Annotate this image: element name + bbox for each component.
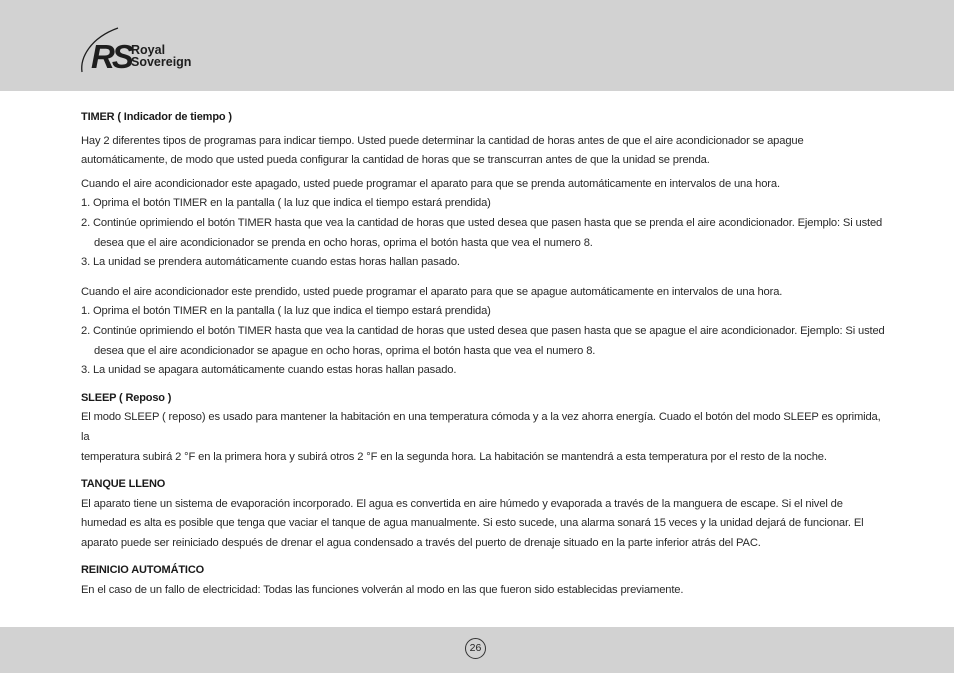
page-header bbox=[0, 0, 954, 91]
timer-on-step: 1. Oprima el botón TIMER en la pantalla ( la luz que indica el tiempo estará prendida) bbox=[81, 305, 491, 318]
page-footer bbox=[0, 627, 954, 673]
timer-off-step: 1. Oprima el botón TIMER en la pantalla ( la luz que indica el tiempo estará prendida) bbox=[81, 197, 491, 210]
logo-wordmark-line2: Sovereign bbox=[131, 55, 192, 69]
timer-off-intro: Cuando el aire acondicionador este apagado, usted puede programar el aparato para que se prenda automáticamente en intervalos de una hora. bbox=[81, 177, 780, 190]
manual-content bbox=[81, 108, 887, 601]
page-number: 26 bbox=[465, 638, 486, 659]
timer-heading: TIMER ( Indicador de tiempo ) bbox=[81, 111, 232, 123]
tank-body: El aparato tiene un sistema de evaporación incorporado. El agua es convertida en aire húmedo y evaporada a través de la manguera de escape. Si el nivel de humedad es alta es posible que tenga que vaciar el tanque de agua manualmente. Si esto sucede, una alarma sonará 15 veces y la unidad dejará de funcionar. El aparato puede ser reiniciado después de drenar el agua condensado a través del puerto de drenaje situado en la parte inferior atrás del PAC. bbox=[81, 497, 864, 549]
timer-on-step: 2. Continúe oprimiendo el botón TIMER hasta que vea la cantidad de horas que usted desea que pasen hasta que se apague el aire acondicionador. Ejemplo: Si usted desea que el aire acondicionador se apague en ocho horas, oprima el botón hasta que vea el numero 8. bbox=[81, 324, 885, 357]
restart-body: En el caso de un fallo de electricidad: Todas las funciones volverán al modo en las que fueron sido establecidas previamente. bbox=[81, 584, 684, 597]
tank-heading: TANQUE LLENO bbox=[81, 478, 166, 491]
timer-on-step: 3. La unidad se apagara automáticamente cuando estas horas hallan pasado. bbox=[81, 364, 457, 377]
logo-monogram: RS bbox=[91, 38, 131, 75]
sleep-body-line-1: El modo SLEEP ( reposo) es usado para mantener la habitación en una temperatura cómoda y a la vez ahorra energía. Cuado el botón del modo SLEEP es oprimida, la bbox=[81, 411, 881, 443]
brand-logo bbox=[78, 24, 208, 78]
sleep-heading: SLEEP ( Reposo ) bbox=[81, 391, 172, 404]
timer-on-intro: Cuando el aire acondicionador este prendido, usted puede programar el aparato para que se apague automáticamente en intervalos de una hora. bbox=[81, 285, 783, 298]
sleep-body-line-2: temperatura subirá 2 °F en la primera hora y subirá otros 2 °F en la segunda hora. La habitación se mantendrá a esta temperatura por el resto de la noche. bbox=[81, 450, 827, 463]
timer-off-step: 3. La unidad se prendera automáticamente cuando estas horas hallan pasado. bbox=[81, 256, 460, 269]
timer-intro: Hay 2 diferentes tipos de programas para indicar tiempo. Usted puede determinar la cantidad de horas antes de que el aire acondicionador se apague automáticamente, de modo que usted pueda configurar la cantidad de horas que se transcurran antes de que la unidad se prenda. bbox=[81, 134, 804, 167]
restart-heading: REINICIO AUTOMÁTICO bbox=[81, 564, 205, 577]
brand-logo-mark bbox=[78, 24, 208, 78]
timer-off-step: 2. Continúe oprimiendo el botón TIMER hasta que vea la cantidad de horas que usted desea que pasen hasta que se prenda el aire acondicionador. Ejemplo: Si usted desea que el aire acondicionador se prenda en ocho horas, oprima el botón hasta que vea el numero 8. bbox=[81, 216, 883, 249]
logo-wordmark-line1: Royal bbox=[131, 43, 166, 57]
